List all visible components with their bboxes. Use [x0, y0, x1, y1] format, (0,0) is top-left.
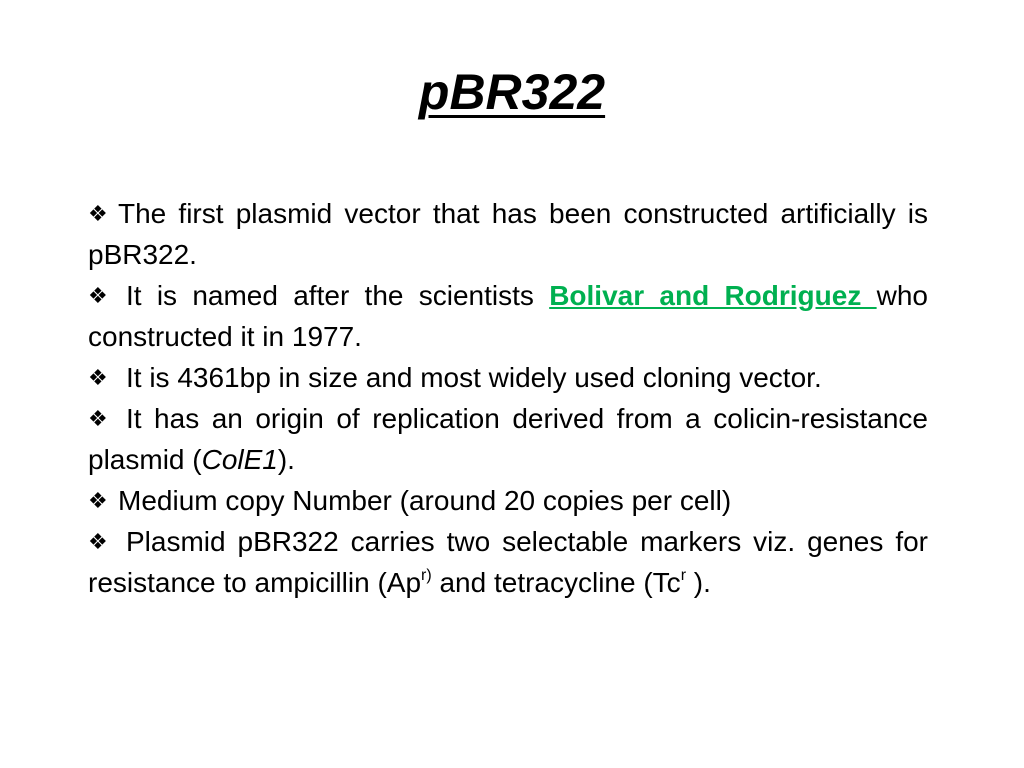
- bullet-text: Plasmid pBR322 carries two selectable markers viz. genes for resistance to ampicillin (Ap: [88, 526, 928, 598]
- diamond-bullet-icon: ❖: [88, 488, 108, 513]
- diamond-bullet-icon: ❖: [88, 283, 108, 308]
- bullet-item: [88, 480, 928, 521]
- diamond-bullet-icon: ❖: [88, 406, 108, 431]
- superscript: r): [421, 567, 432, 584]
- bullet-text: ).: [277, 444, 295, 475]
- plasmid-name-italic: ColE1: [201, 444, 278, 475]
- bullet-item: [88, 193, 928, 275]
- bullet-list: [88, 193, 928, 603]
- bullet-item: [88, 275, 928, 357]
- bullet-text: who constructed it in 1977.: [88, 280, 928, 352]
- diamond-bullet-icon: ❖: [88, 201, 108, 226]
- superscript: r: [680, 567, 687, 584]
- bullet-text: and tetracycline (Tc: [431, 567, 681, 598]
- bullet-text: ).: [686, 567, 711, 598]
- bullet-item: [88, 357, 928, 398]
- bullet-text: The first plasmid vector that has been constructed artificially is pBR322.: [88, 198, 928, 270]
- bullet-text: It has an origin of replication derived from a colicin-resistance plasmid (: [88, 403, 928, 475]
- slide-title: pBR322: [418, 64, 606, 120]
- bullet-item: [88, 521, 928, 603]
- diamond-bullet-icon: ❖: [88, 365, 108, 390]
- scientists-highlight: Bolivar and Rodriguez: [549, 280, 877, 311]
- bullet-text: Medium copy Number (around 20 copies per cell): [118, 485, 732, 516]
- bullet-text: It is 4361bp in size and most widely used cloning vector.: [126, 362, 822, 393]
- diamond-bullet-icon: ❖: [88, 529, 108, 554]
- bullet-text: It is named after the scientists: [126, 280, 550, 311]
- bullet-item: [88, 398, 928, 480]
